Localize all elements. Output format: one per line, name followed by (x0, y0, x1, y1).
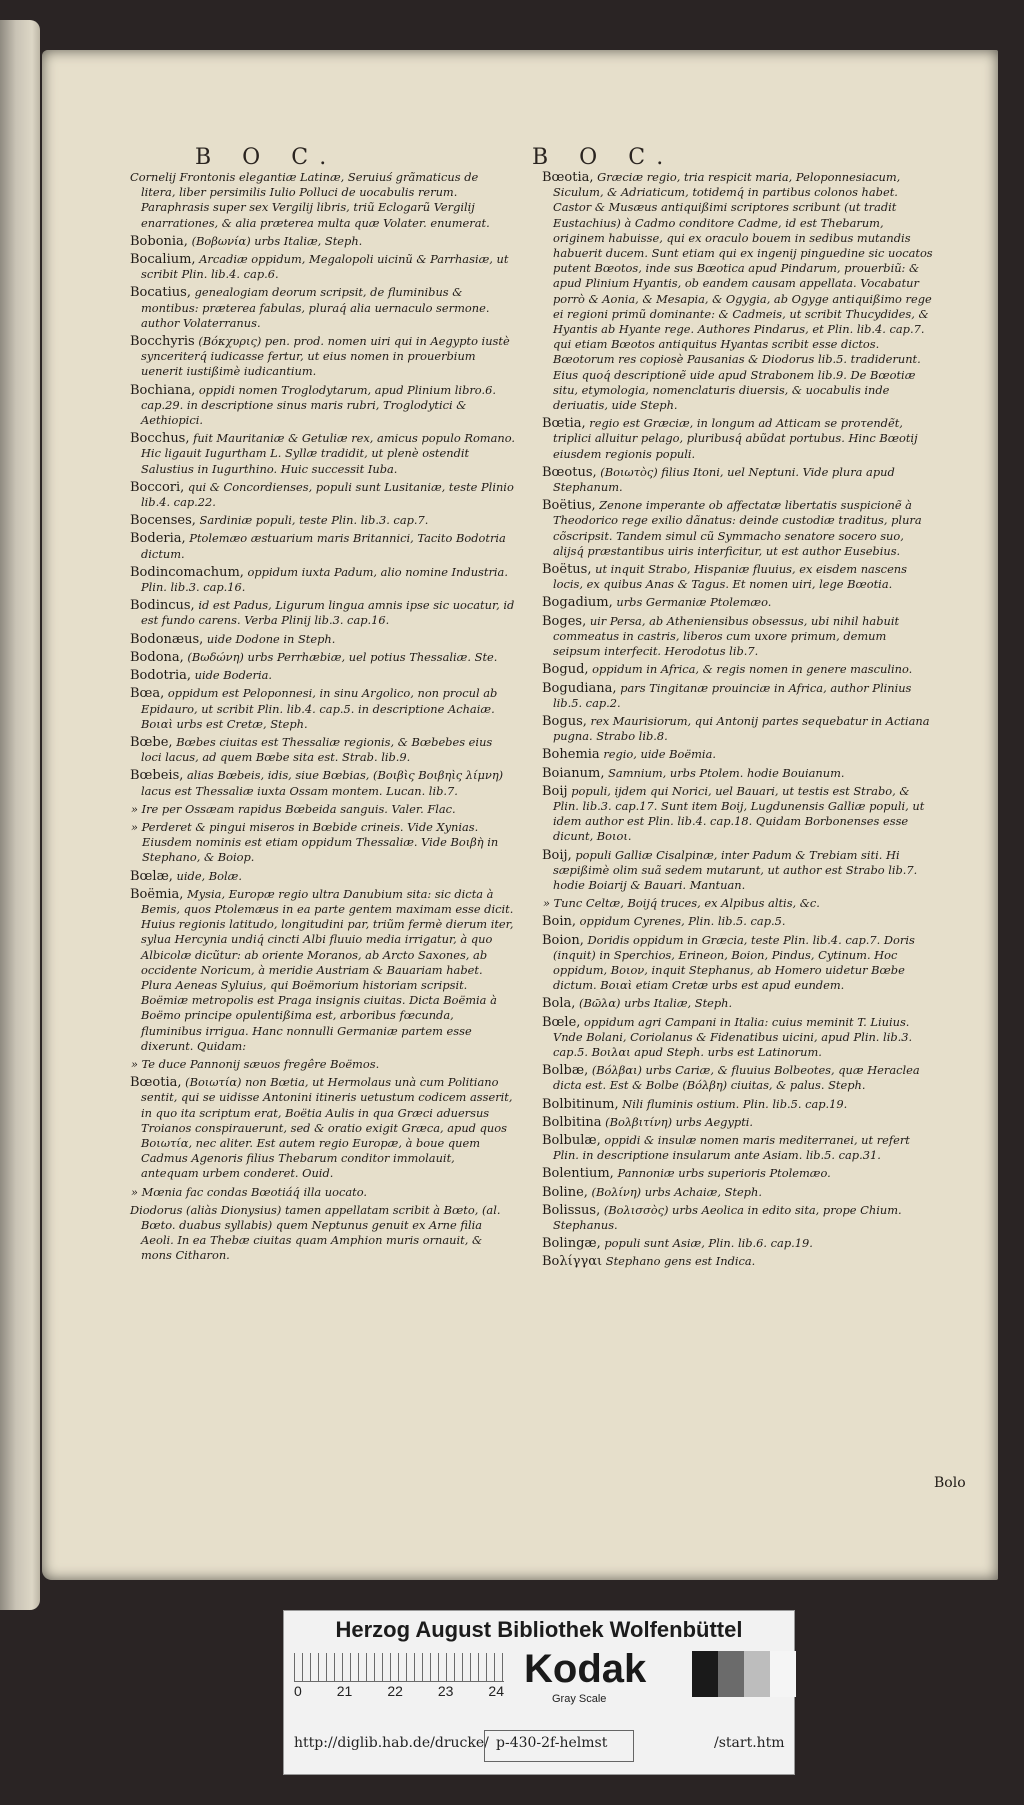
gray-patches (692, 1651, 796, 1697)
entry-lemma: Bœbeis, (130, 768, 184, 784)
entry-text: Doridis oppidum in Græcia, teste Plin. lib.4. cap.7. Doris (inquit) in Sperchios, Erineon, Boion, Pindus, Cytinum. Hoc oppidum, Βοιον, inquit Stephanus, ab Homero uidetur Bœbe dictum. Βοιαὶ etiam Cretæ urbs est apud eundem. (553, 932, 915, 993)
entry-text: (Βοιωτία) non Bœtia, ut Hermolaus unà cum Politiano sentit, qui se uidisse Antonini itineris uetustum codicem asserit, in quo ita scriptum erat, Boëtia Aulis in qua Græci aduersus Troianos conspirauerunt, sed & oratio exigit Græca, apud quos Βοιωτία, nec aliter. Est autem regio Europæ, à boue quem Cadmus Agenoris filius Thebarum conditor immolauit, antequam urbem conderet. Ouid. (141, 1075, 513, 1181)
dictionary-entry (542, 662, 934, 677)
entry-lemma: Boëtus, (542, 562, 592, 578)
entry-lemma: Bobonia, (130, 233, 188, 249)
entry-lemma: Bolentium, (542, 1166, 614, 1182)
dictionary-entry (542, 170, 934, 413)
entry-text: Samnium, urbs Ptolem. hodie Bouianum. (608, 765, 845, 780)
entry-lemma: Bolbulæ, (542, 1132, 601, 1148)
running-head-left: B O C. (195, 145, 339, 170)
entry-text: (Βόκχυρις) pen. prod. nomen uiri qui in Aegypto iustè synceriterq́ iudicasse fertur, ut eius nomen in prouerbium uenerit iustißimè iudicantium. (141, 334, 510, 379)
dictionary-entry (130, 1075, 516, 1181)
dictionary-entry (130, 234, 516, 249)
entry-text: oppidum iuxta Padum, alio nomine Industria. Plin. lib.3. cap.16. (141, 564, 508, 595)
dictionary-entry (130, 650, 516, 665)
dictionary-entry (542, 1185, 934, 1200)
entry-lemma: Bolbitinum, (542, 1096, 619, 1112)
dictionary-entry (542, 595, 934, 610)
dictionary-entry (542, 614, 934, 660)
gray-scale-label: Gray Scale (552, 1693, 607, 1705)
entry-text: (Βολισσὸς) urbs Aeolica in edito sita, prope Chium. Stephanus. (553, 1202, 902, 1232)
entry-lemma: Boccori, (130, 479, 185, 495)
dictionary-entry (542, 1203, 934, 1233)
entry-lemma: Boion, (542, 932, 584, 948)
entry-lemma: Bœbe, (130, 734, 173, 750)
entry-text: oppidum in Africa, & regis nomen in genere masculino. (592, 662, 913, 677)
ruler-number: 0 (294, 1683, 302, 1699)
entry-lemma: Bœotia, (130, 1075, 182, 1091)
entry-lemma: Bœa, (130, 686, 165, 702)
gray-patch (770, 1651, 796, 1697)
entry-text: alias Bœbeis, idis, siue Bœbias, (Βοιβὶς Βοιβηὶς λίμνη) lacus est Thessaliæ iuxta Ossam montem. Lucan. lib.7. (141, 768, 504, 798)
entry-lemma: Bolissus, (542, 1202, 601, 1218)
entry-lemma: Bodona, (130, 649, 184, 665)
dictionary-entry (542, 784, 934, 845)
dictionary-entry (130, 768, 516, 798)
dictionary-entry (130, 869, 516, 884)
dictionary-entry (130, 668, 516, 683)
entry-text: (Βωδώνη) urbs Perrhæbiæ, uel potius Thessaliæ. Ste. (187, 649, 498, 664)
dictionary-entry (542, 681, 934, 711)
entry-text: oppidi & insulæ nomen maris mediterranei, ut refert Plin. in descriptione insularum ante Asiam. lib.5. cap.31. (553, 1132, 910, 1163)
dictionary-entry (130, 285, 516, 331)
entry-lemma: Bogus, (542, 713, 587, 729)
dictionary-entry (542, 498, 934, 559)
dictionary-entry (542, 465, 934, 495)
entry-lemma: Boij (542, 783, 568, 799)
entry-text: ut inquit Strabo, Hispaniæ fluuius, ex eisdem nascens locis, ex quibus Anas & Tagus. Et nomen uiri, lege Bœotia. (553, 562, 907, 592)
entry-lemma: Bodonæus, (130, 631, 204, 647)
entry-lemma: Boëtius, (542, 498, 596, 514)
entry-text: Græciæ regio, tria respicit maria, Peloponnesiacum, Siculum, & Adriaticum, totidemq́ in partibus colonos habet. Castor & Musæus antiquißimi scriptores scribunt (ut tradit Eustachius) à Cadmo conditore Cadme, id est Thebarum, originem habuisse, qui ex oraculo bouem in sedibus mutandis habuerit ducem. Sunt etiam qui ex ingenij pinguedine sic uocatos putent Bœotos, inde sus Bœotica apud Pindarum, prouerbiũ: & apud Plinium Hyantis, ob eandem causam appellata. Vocabatur porrò & Aonia, & Mesapia, & Ogygia, ab Ogyge antiquißimo rege ei regioni primũ dominante: & Cadmeis, ut scribit Thucydides, & Hyantis ab Hyante rege. Authores Pindarus, et Plin. lib.4. cap.7. qui etiam Bœotos antiquitus Hyantas scribit esse dictos. Bœotorum res copiosè Pausanias & Diodorus lib.5. tradiderunt. Eius quoq́ descriptionẽ uide apud Strabonem lib.9. De Bœotiæ situ, etymologia, nomenclaturis diuersis, & uocabulis inde deriuatis, uide Steph. (553, 170, 933, 413)
dictionary-entry (130, 513, 516, 528)
entry-text: populi, ijdem qui Norici, uel Bauari, ut testis est Strabo, & Plin. lib.3. cap.17. Sunt item Boij, Lugdunensis Galliæ populi, ut idem author est Plin. lib.4. cap.18. Quidam Borbonenses esse dicunt, Βοιοι. (553, 783, 925, 844)
entry-text: oppidum agri Campani in Italia: cuius meminit T. Liuius. Vnde Bolani, Coriolanus & Fidenatibus uicini, apud Plin. lib.3. cap.5. Βοιλαι apud Steph. urbs est Latinorum. (553, 1014, 913, 1059)
entry-lemma: Bohemia (542, 747, 600, 763)
entry-text: Sardiniæ populi, teste Plin. lib.3. cap.7. (199, 513, 429, 528)
dictionary-entry (130, 565, 516, 595)
dictionary-entry (542, 416, 934, 462)
entry-text: uide Dodone in Steph. (206, 631, 336, 646)
entry-text: Arcadiæ oppidum, Megalopoli uicinũ & Parrhasiæ, ut scribit Plin. lib.4. cap.6. (141, 252, 509, 282)
entry-text: uide Boderia. (194, 668, 273, 683)
dictionary-entry (542, 848, 934, 894)
color-target (283, 1610, 795, 1775)
entry-lemma: Bodincus, (130, 598, 195, 614)
dictionary-entry (130, 531, 516, 561)
ruler-number: 23 (437, 1683, 454, 1699)
dictionary-entry (130, 686, 516, 732)
ruler-number: 24 (488, 1683, 504, 1699)
verse-quote: » Tunc Celtæ, Boijq́ truces, ex Alpibus altis, &c. (543, 896, 820, 911)
book-spine-edge (0, 20, 40, 1610)
entry-lemma: Boij, (542, 847, 572, 863)
entry-text: oppidum Cyrenes, Plin. lib.5. cap.5. (579, 914, 786, 929)
dictionary-entry (130, 598, 516, 628)
entry-text: Mysia, Europæ regio ultra Danubium sita: sic dicta à Bemis, quos Ptolemæus in ea parte gentem maximam esse dicit. Huius regionis latitudo, longitudini par, triũm fermè dierum iter, sylua Hercynia undiq́ cincti Albi fluuio media irrigatur, à quo Albicolæ dicũtur: ab oriente Moranos, ab Arcto Saxones, ab occidente Noricum, à meridie Austriam & Bauariam habet. Plura Aeneas Syluius, qui Boëmorium historiam scripsit. Boëmiæ metropolis est Praga insignis ciuitas. Dicta Boëmia à Boëmo principe opulentißima est, arboribus fœcunda, fluminibus irrigua. Hanc nonnulli Germaniæ partem esse dixerunt. Quidam: (141, 886, 514, 1053)
kodak-logo: Kodak (524, 1647, 647, 1691)
entry-lemma: Bodotria, (130, 668, 192, 684)
entry-text: fuit Mauritaniæ & Getuliæ rex, amicus populo Romano. Hic ligauit Iugurtham L. Syllæ tradidit, ut plenè ostendit Salustius in Iugurthino. Huic successit Iuba. (141, 431, 516, 476)
dictionary-entry (130, 735, 516, 765)
entry-lemma: Bogud, (542, 662, 589, 678)
dictionary-entry (130, 252, 516, 282)
dictionary-entry (130, 632, 516, 647)
entry-text: rex Maurisiorum, qui Antonij partes sequebatur in Actiana pugna. Strabo lib.8. (553, 713, 930, 744)
entry-lemma: Boges, (542, 613, 587, 629)
dictionary-entry (542, 1133, 934, 1163)
entry-text: (Βόλβαι) urbs Cariæ, & fluuius Bolbeotes, quæ Heraclea dicta est. Est & Bolbe (Βόλβη) ciuitas, & palus. Steph. (553, 1063, 920, 1093)
entry-text: id est Padus, Ligurum lingua amnis ipse sic uocatur, id est fundo carens. Verba Plinij lib.3. cap.16. (141, 598, 515, 628)
entry-text: Pannoniæ urbs superioris Ptolemæo. (617, 1166, 831, 1181)
dictionary-entry (542, 562, 934, 592)
entry-lemma: Bocalium, (130, 252, 196, 268)
dictionary-entry (130, 431, 516, 477)
verse-quote: » Te duce Pannonij sæuos fregêre Boëmos. (131, 1056, 380, 1071)
entry-text: (Βολβιτίνη) urbs Aegypti. (605, 1114, 754, 1129)
entry-lemma: Bolbitina (542, 1114, 602, 1130)
entry-lemma: Bocchyris (130, 334, 195, 350)
dictionary-entry (542, 766, 934, 781)
entry-text: Bœbes ciuitas est Thessaliæ regionis, & Bœbebes eius loci lacus, ad quem Bœbe sita est. Strab. lib.9. (141, 734, 493, 765)
entry-text: pars Tingitanæ prouinciæ in Africa, author Plinius lib.5. cap.2. (553, 680, 912, 710)
source-url: http://diglib.hab.de/drucke/ (294, 1735, 489, 1751)
entry-text: (Βοβωνία) urbs Italiæ, Steph. (191, 233, 363, 248)
verse-quote: » Perderet & pingui miseros in Bœbide crineis. Vide Xynias. Eiusdem nominis est etiam oppidum Thessaliæ. Vide Βοιβὴ in Stephano, & Boiop. (131, 819, 499, 865)
entry-lemma: Bolingæ, (542, 1236, 601, 1252)
entry-text: Ptolemæo æstuarium maris Britannici, Tacito Bodotria dictum. (141, 531, 506, 561)
entry-text: uide, Bolæ. (176, 868, 242, 883)
left-column (130, 170, 516, 1267)
entry-text: populi sunt Asiæ, Plin. lib.6. cap.19. (604, 1236, 813, 1251)
start-link: /start.htm (714, 1735, 785, 1751)
entry-text: uir Persa, ab Atheniensibus obsessus, ubi nihil habuit commeatus in castris, liberos cum uxore primum, demum seipsum interfecit. Herodotus lib.7. (553, 613, 900, 659)
ruler-number: 21 (336, 1683, 353, 1699)
gray-patch (718, 1651, 744, 1697)
entry-text: (Βολίνη) urbs Achaiæ, Steph. (591, 1184, 762, 1199)
dictionary-entry (130, 383, 516, 429)
entry-text: regio est Græciæ, in longum ad Atticam se proτendẽt, triplici alluitur pelago, pluribusq́ abũdat portubus. Hinc Bœotij eiusdem regionis populi. (553, 416, 918, 461)
catchword: Bolo (934, 1475, 966, 1491)
entry-lemma: Boëmia, (130, 886, 184, 902)
entry-lemma: Boianum, (542, 765, 605, 781)
dictionary-entry (542, 933, 934, 994)
dictionary-entry (542, 1063, 934, 1093)
dictionary-entry (542, 1236, 934, 1251)
entry-text: Stephano gens est Indica. (605, 1254, 756, 1269)
running-head-right: B O C. (532, 145, 676, 170)
gray-patch (744, 1651, 770, 1697)
dictionary-entry (542, 996, 934, 1011)
entry-lemma: Bocenses, (130, 513, 196, 529)
verse-quote: » Mœnia fac condas Bœotiáq́ illa uocato. (131, 1184, 368, 1199)
entry-lemma: Bœlæ, (130, 868, 173, 884)
entry-lemma: Boderia, (130, 531, 186, 547)
shelf-signature: p-430-2f-helmst (496, 1735, 608, 1751)
dictionary-entry (542, 914, 934, 929)
entry-text: (Βοιωτὸς) filius Itoni, uel Neptuni. Vide plura apud Stephanum. (553, 464, 895, 495)
entry-text: urbs Germaniæ Ptolemæo. (616, 595, 772, 610)
entry-lemma: Bolbæ, (542, 1063, 589, 1079)
entry-text: oppidum est Peloponnesi, in sinu Argolico, non procul ab Epidauro, ut scribit Plin. lib.4. cap.5. in descriptione Achaiæ. Βοιαὶ urbs est Cretæ, Steph. (141, 686, 498, 731)
dictionary-entry (130, 887, 516, 1054)
dictionary-entry (542, 714, 934, 744)
ruler-numbers (294, 1683, 504, 1699)
entry-text: Cornelij Frontonis elegantiæ Latinæ, Seruiuś grãmaticus de litera, liber persimilis Iulio Polluci de uocabulis rerum. Paraphrasis super sex Vergilij libris, triũ Eclogarũ Vergilij enarrationes, & alia præterea multa quæ Volater. enumerat. (130, 170, 490, 230)
dictionary-entry (542, 1015, 934, 1061)
entry-lemma: Bochiana, (130, 382, 196, 398)
entry-text: (Βῶλα) urbs Italiæ, Steph. (579, 996, 733, 1011)
gray-patch (692, 1651, 718, 1697)
library-title: Herzog August Bibliothek Wolfenbüttel (335, 1617, 743, 1642)
scale-ruler (294, 1653, 504, 1682)
entry-lemma: Bœle, (542, 1014, 581, 1030)
dictionary-entry (542, 1254, 934, 1269)
entry-text: genealogiam deorum scripsit, de fluminibus & montibus: præterea fabulas, pluraq́ alia uernaculo sermone. author Volaterranus. (141, 285, 490, 330)
dictionary-entry (130, 334, 516, 380)
verse-quote: » Ire per Ossæam rapidus Bœbeida sanguis. Valer. Flac. (131, 801, 456, 816)
entry-text: qui & Concordienses, populi sunt Lusitaniæ, teste Plinio lib.4. cap.22. (141, 479, 514, 510)
entry-lemma: Bodincomachum, (130, 564, 244, 580)
entry-lemma: Boin, (542, 914, 577, 930)
entry-text: oppidi nomen Troglodytarum, apud Plinium libro.6. cap.29. in descriptione sinus maris rubri, Troglodytici & Aethiopici. (141, 382, 496, 428)
entry-lemma: Bola, (542, 996, 576, 1012)
ruler-number: 22 (387, 1683, 403, 1699)
entry-lemma: Bogudiana, (542, 680, 617, 696)
entry-lemma: Bocatius, (130, 285, 191, 301)
entry-lemma: Bocchus, (130, 431, 190, 447)
entry-lemma: Bœotia, (542, 170, 594, 185)
entry-lemma: Βολίγγαι (542, 1254, 603, 1270)
entry-text: regio, uide Boëmia. (603, 747, 716, 762)
entry-lemma: Bœtia, (542, 416, 586, 432)
entry-text: Nili fluminis ostium. Plin. lib.5. cap.19. (622, 1096, 848, 1111)
entry-lemma: Bogadium, (542, 595, 613, 611)
entry-lemma: Boline, (542, 1184, 588, 1200)
dictionary-entry (542, 1115, 934, 1130)
entry-text: Diodorus (aliàs Dionysius) tamen appellatam scribit à Bœto, (al. Bœto. duabus syllabis) quem Neptunus genuit ex Arne filia Aeoli. In ea Thebæ ciuitas quam Amphion muris ornauit, & mons Citharon. (130, 1202, 501, 1263)
dictionary-entry (130, 480, 516, 510)
right-column (542, 170, 934, 1273)
entry-text: populi Galliæ Cisalpinæ, inter Padum & Trebiam siti. Hi sæpißimè olim suã sedem mutarunt, ut author est Strabo lib.7. hodie Boiarij & Bauari. Mantuan. (553, 847, 918, 892)
dictionary-entry (542, 747, 934, 762)
dictionary-entry (542, 1166, 934, 1181)
entry-text: Zenone imperante ob affectatæ libertatis suspicionẽ à Theodorico rege exilio dãnatus: deinde custodiæ traditus, plura cõscripsit. Tandem simul cũ Symmacho senatore socero suo, alijsq́ præstantibus uiris interficitur, ut est author Eusebius. (553, 498, 922, 558)
entry-lemma: Bœotus, (542, 464, 597, 480)
dictionary-entry (542, 1097, 934, 1112)
